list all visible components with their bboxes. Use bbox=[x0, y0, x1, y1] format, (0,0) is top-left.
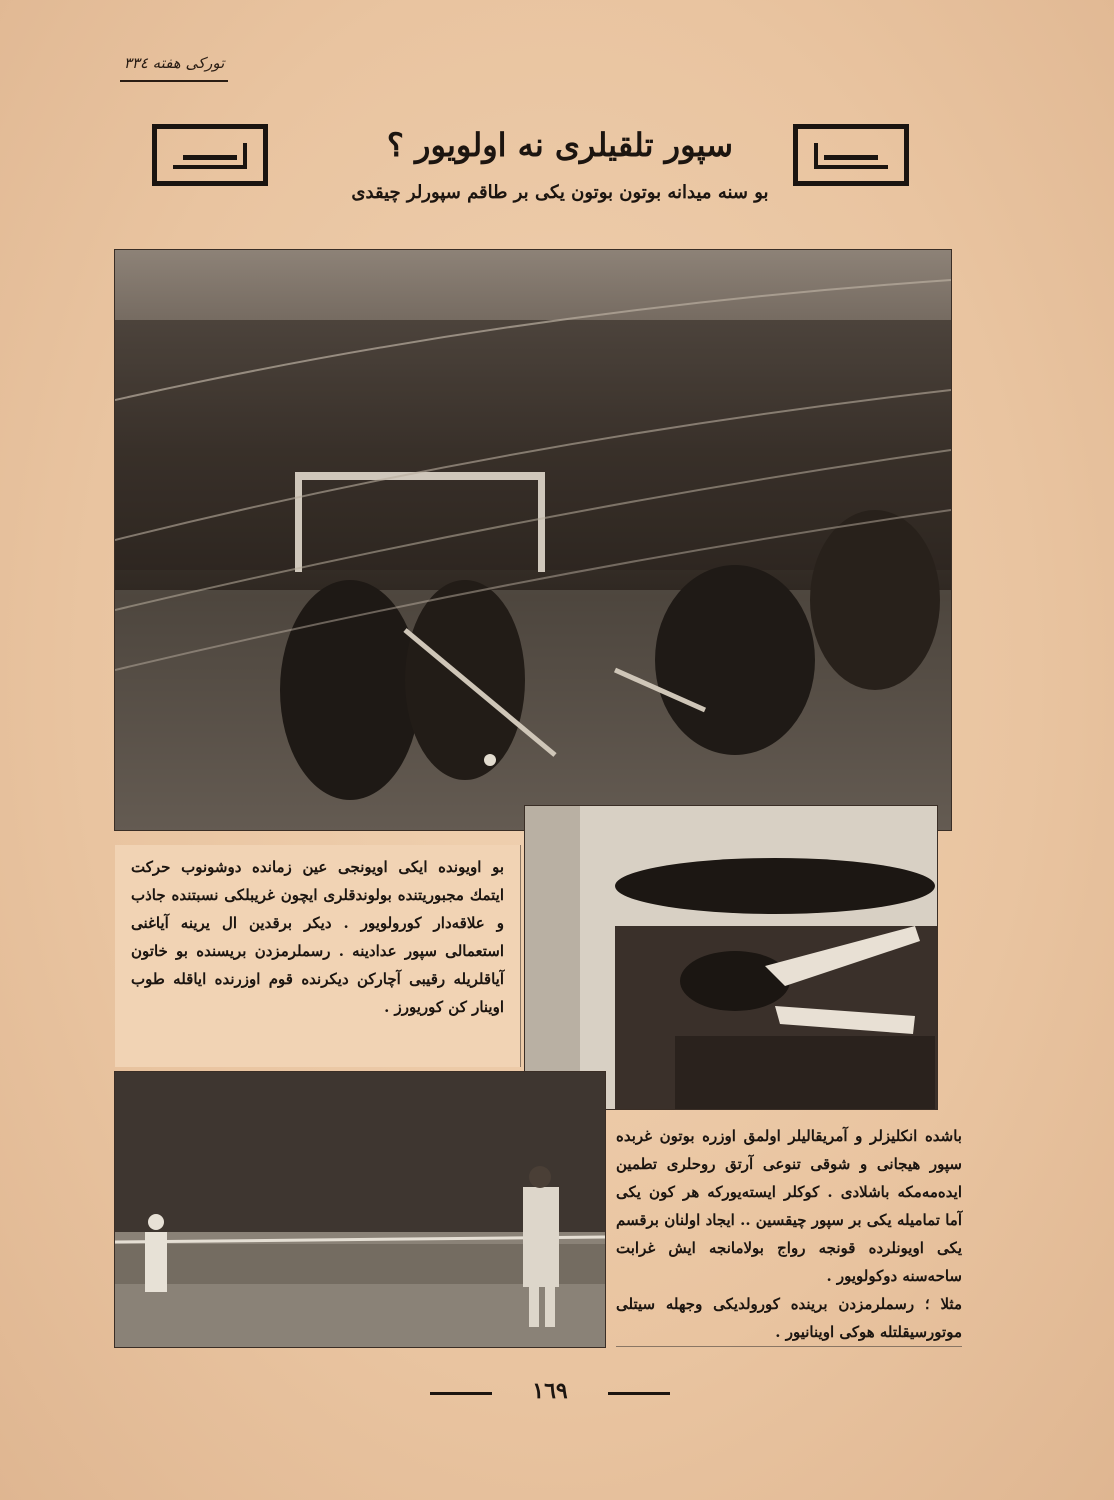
photo-tennis bbox=[115, 1072, 605, 1347]
bottom-caption-final: مثلا ؛ رسملرمزدن برينده كورولديكى وجهله سيتلى موتورسيقلتله هوكى اوينانيور . bbox=[616, 1290, 962, 1347]
page-subtitle: بو سنه ميدانه بوتون بوتون يكى بر طاقم سپورلر چيقدى bbox=[351, 182, 769, 203]
top-caption: بو اويونده ايكى اويونجى عين زمانده دوشونوب حركت ايتمك مجبوريتنده بولوندقلرى ايچون غريبلكى نسبتنده جاذب و علاقه‌دار كورولويور . ديكر برقدين ال يرينه آياغنى استعمالى سپور عدادينه . رسملرمزدن بريسنده بو خاتون آياقلريله رقيبى آچاركن ديكرنده قوم اوزرنده اياقله طوب اوينار كن كوريورز . bbox=[115, 845, 521, 1067]
photo-leg-wrestling bbox=[525, 806, 937, 1109]
page-title: سپور تلقيلرى نه اولويور ؟ bbox=[386, 126, 734, 164]
page-number bbox=[430, 1378, 670, 1408]
bottom-caption-text: باشده انكليزلر و آمريقاليلر اولمق اوزره بوتون غربده سپور هيجانى و شوقى تنوعى آرتق روحلرى تطمين ايده‌مه‌مكه باشلادى . كوكلر ايسته‌يوركه هر كون يكى آما تماميله يكى بر سپور چيقسين .. ايجاد اولنان برقسم يكى اويونلرده قونجه رواج بولامانجه ايش غرابت ساحه‌سنه دوكولويور . bbox=[616, 1127, 962, 1285]
left-ornament-icon bbox=[152, 124, 268, 186]
page-number-text: ١٦٩ bbox=[532, 1378, 568, 1404]
bottom-caption bbox=[606, 1112, 974, 1372]
handwritten-note: توركى هفته ٣٣٤ bbox=[120, 54, 228, 82]
main-photo-motorcycle-hockey bbox=[115, 250, 951, 830]
